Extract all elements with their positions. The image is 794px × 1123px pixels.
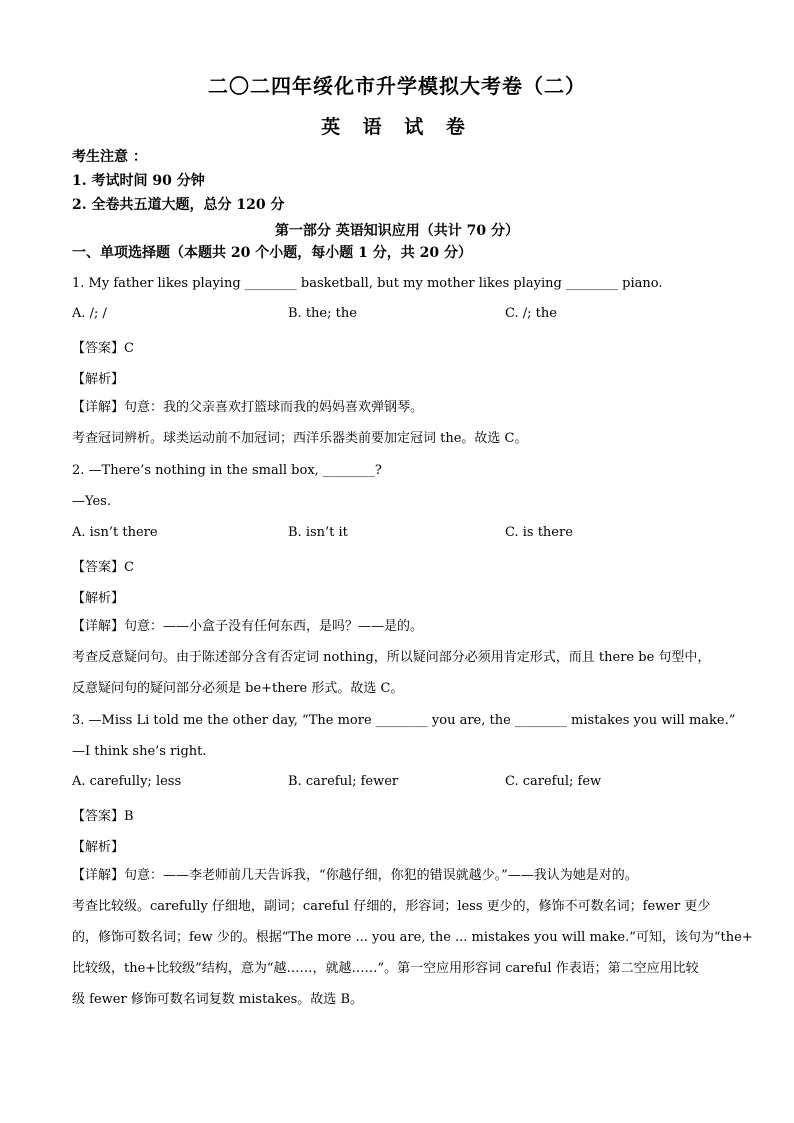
- notice-item: 1. 考试时间 90 分钟: [72, 173, 205, 189]
- detail-line: 【详解】句意：我的父亲喜欢打篮球而我的妈妈喜欢弹钢琴。: [72, 400, 424, 415]
- question-stem: 3. —Miss Li told me the other day, “The more ________ you are, the ________ mistakes you will make.”: [72, 713, 736, 728]
- notice-heading: 考生注意 ：: [72, 149, 147, 165]
- option-c: C. careful; few: [505, 774, 602, 789]
- notice-item: 2. 全卷共五道大题，总分 120 分: [72, 197, 285, 213]
- option-b: B. the; the: [288, 306, 357, 321]
- question-stem: —Yes.: [72, 494, 111, 509]
- detail-line: 反意疑问句的疑问部分必须是 be+there 形式。故选 C。: [72, 681, 404, 696]
- question-stem: —I think she’s right.: [72, 744, 207, 759]
- answer-label: 【答案】B: [72, 809, 134, 824]
- detail-line: 考查反意疑问句。由于陈述部分含有否定词 nothing，所以疑问部分必须用肯定形式，而且 there be 句型中，: [72, 650, 711, 665]
- exam-subtitle: 英 语 试 卷: [321, 116, 473, 138]
- detail-line: 【详解】句意：——小盒子没有任何东西，是吗？——是的。: [72, 619, 424, 634]
- exam-title: 二〇二四年绥化市升学模拟大考卷（二）: [208, 74, 586, 98]
- option-c: C. /; the: [505, 306, 557, 321]
- option-a: A. carefully; less: [72, 774, 182, 789]
- option-c: C. is there: [505, 525, 573, 540]
- option-a: A. /; /: [72, 306, 107, 321]
- section-heading: 一、单项选择题（本题共 20 个小题，每小题 1 分，共 20 分）: [72, 245, 472, 261]
- detail-line: 考查比较级。carefully 仔细地，副词；careful 仔细的，形容词；less 更少的，修饰不可数名词；fewer 更少: [72, 899, 711, 914]
- detail-line: 级 fewer 修饰可数名词复数 mistakes。故选 B。: [72, 992, 363, 1007]
- question-stem: 2. —There’s nothing in the small box, ________?: [72, 463, 382, 478]
- part-heading: 第一部分 英语知识应用（共计 70 分）: [274, 223, 520, 239]
- analysis-label: 【解析】: [72, 372, 125, 387]
- detail-line: 【详解】句意：——李老师前几天告诉我，“你越仔细，你犯的错误就越少。”——我认为她是对的。: [72, 868, 638, 883]
- analysis-label: 【解析】: [72, 591, 125, 606]
- option-b: B. careful; fewer: [288, 774, 399, 789]
- question-stem: 1. My father likes playing ________ basketball, but my mother likes playing ________ piano.: [72, 276, 663, 291]
- detail-line: 考查冠词辨析。球类运动前不加冠词；西洋乐器类前要加定冠词 the。故选 C。: [72, 431, 528, 446]
- detail-line: 比较级，the+比较级”结构，意为“越……，就越……”。第一空应用形容词 careful 作表语；第二空应用比较: [72, 961, 699, 976]
- answer-label: 【答案】C: [72, 560, 134, 575]
- option-a: A. isn’t there: [72, 525, 158, 540]
- option-b: B. isn’t it: [288, 525, 348, 540]
- answer-label: 【答案】C: [72, 341, 134, 356]
- analysis-label: 【解析】: [72, 840, 125, 855]
- detail-line: 的，修饰可数名词；few 少的。根据“The more ... you are, the ... mistakes you will make.”可知，该句为“the+: [72, 930, 753, 945]
